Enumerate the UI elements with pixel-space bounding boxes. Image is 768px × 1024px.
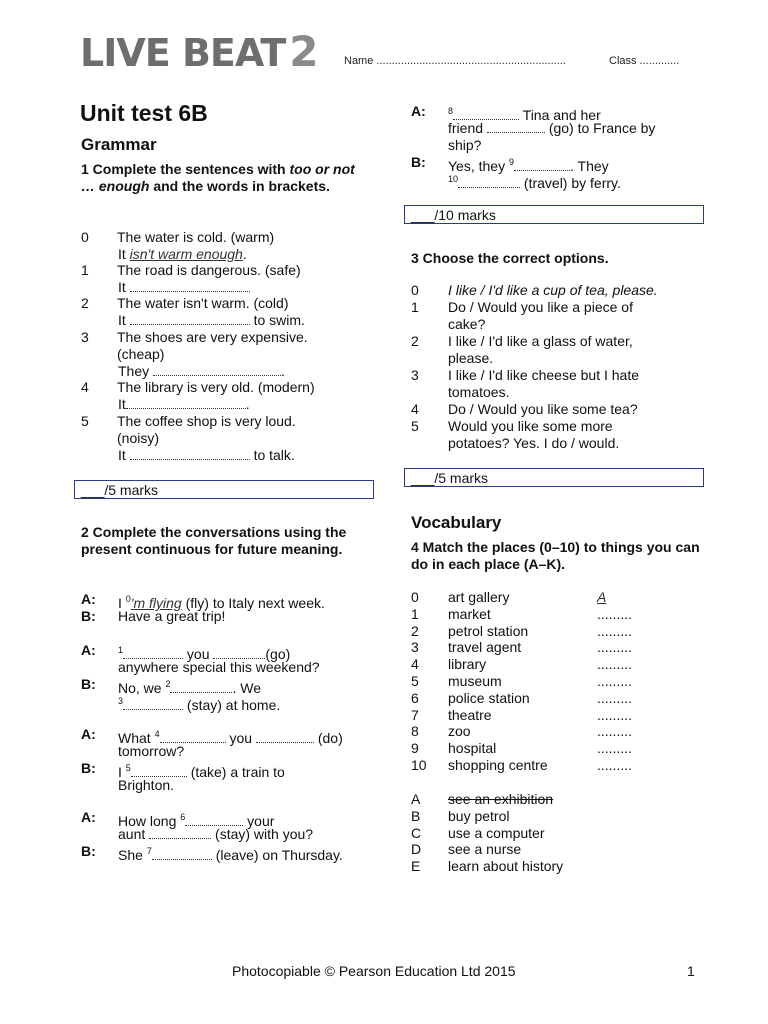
conversation-2: A: What $^4$ you (do) tomorrow? B: I $^5$ (take) a train to Brighton. — [81, 726, 343, 793]
thing-row: A see an exhibition — [411, 791, 554, 807]
ex1-answer-blank[interactable] — [153, 363, 281, 376]
ex1-item-1: 1 The road is dangerous. (safe) It — [81, 262, 301, 295]
thing-row: C use a computer — [411, 824, 545, 841]
place-row: 7 theatre ......... — [411, 706, 633, 723]
ex3-items: 0 I like / I'd like a cup of tea, please. 1 Do / Would you like a piece of cake? 2 I like / I'd like a glass of water, please. 3 I like / I'd like cheese but I hate tomatoes. 4 Do / Would you like some tea? 5 Would you like some more potatoes? Yes. I do / would. — [411, 282, 658, 451]
ex2-answer-blank[interactable] — [514, 158, 570, 171]
place-row: 2 petrol station ......... — [411, 622, 633, 639]
place-row: 5 museum ......... — [411, 672, 633, 689]
ex3-instructions: 3 Choose the correct options. — [411, 250, 609, 266]
ex2-answer-blank[interactable] — [487, 120, 545, 133]
thing-row: D see a nurse — [411, 841, 522, 858]
ex2-answer-blank[interactable] — [185, 813, 243, 826]
name-field-label: Name .............................................................. — [344, 55, 566, 67]
ex1-item-5: 5 The coffee shop is very loud. (noisy) It to talk. — [81, 413, 296, 463]
ex2-answer-blank[interactable] — [160, 730, 226, 743]
ex2-answer-blank[interactable] — [123, 697, 183, 710]
place-row: 9 hospital ......... — [411, 740, 633, 757]
conversation-4: A: $^8$ Tina and her friend (go) to France by ship? B: Yes, they $^9$ . They $^{10}$ (travel) by ferry. — [411, 103, 656, 191]
place-row: 3 travel agent ......... — [411, 639, 633, 656]
ex2-answer-blank[interactable] — [213, 646, 265, 659]
ex1-answer-blank[interactable] — [130, 312, 250, 325]
ex2-answer-blank[interactable] — [170, 680, 232, 693]
place-row: 1 market ......... — [411, 605, 633, 622]
ex2-answer-blank[interactable] — [123, 646, 183, 659]
page-title: Unit test 6B — [80, 100, 208, 126]
place-row: 6 police station ......... — [411, 689, 633, 706]
ex2-instructions: 2 Complete the conversations using the present continuous for future meaning. — [81, 524, 347, 557]
places-list — [411, 589, 711, 774]
ex2-answer-blank[interactable] — [458, 175, 520, 188]
ex1-answer-blank[interactable] — [130, 279, 250, 292]
ex1-item-4: 4 The library is very old. (modern) It . — [81, 379, 315, 412]
page-number: 1 — [687, 963, 695, 979]
live-beat-logo: LIVE BEAT2 — [80, 27, 318, 76]
conversation-3: A: How long $^6$ your aunt (stay) with you? B: She $^7$ (leave) on Thursday. — [81, 809, 343, 863]
place-row: 0 art gallery A — [411, 589, 607, 605]
ex1-marks-box: ___/5 marks — [74, 480, 374, 499]
ex2-answer-blank[interactable] — [152, 847, 212, 860]
thing-row: B buy petrol — [411, 807, 510, 824]
ex2-answer-blank[interactable] — [256, 730, 314, 743]
ex1-answer-blank[interactable] — [130, 447, 250, 460]
ex4-instructions: 4 Match the places (0–10) to things you can do in each place (A–K). — [411, 539, 700, 572]
ex1-item-3: 3 The shoes are very expensive. (cheap) They . — [81, 329, 308, 379]
ex1-item-2: 2 The water isn't warm. (cold) It to swim. — [81, 295, 305, 328]
ex1-answer-blank[interactable] — [126, 396, 246, 409]
ex1-instructions: 1 Complete the sentences with too or not … enough and the words in brackets. — [81, 161, 355, 194]
place-row: 8 zoo ......... — [411, 723, 633, 740]
footer-copyright: Photocopiable © Pearson Education Ltd 2015 — [232, 963, 516, 979]
place-row: 10 shopping centre ......... — [411, 756, 633, 773]
ex3-marks-box: ___/5 marks — [404, 468, 704, 487]
conversation-1: A: $^1$ you (go) anywhere special this weekend? B: No, we $^2$ . We $^3$ (stay) at home. — [81, 642, 320, 713]
vocabulary-heading: Vocabulary — [411, 513, 502, 532]
place-row: 4 library ......... — [411, 656, 633, 673]
grammar-heading: Grammar — [81, 135, 157, 154]
conversation-0: A: I $^0$'m flying (fly) to Italy next week. B: Have a great trip! — [81, 591, 325, 624]
class-field-label: Class ............. — [609, 55, 680, 67]
things-list — [411, 791, 711, 875]
ex2-answer-blank[interactable] — [149, 826, 211, 839]
ex1-item-0: 0 The water is cold. (warm) It isn't warm enough. — [81, 229, 275, 262]
ex2-answer-blank[interactable] — [131, 764, 187, 777]
ex2-answer-blank[interactable] — [453, 107, 519, 120]
ex2-marks-box: ___/10 marks — [404, 205, 704, 224]
thing-row: E learn about history — [411, 858, 564, 875]
